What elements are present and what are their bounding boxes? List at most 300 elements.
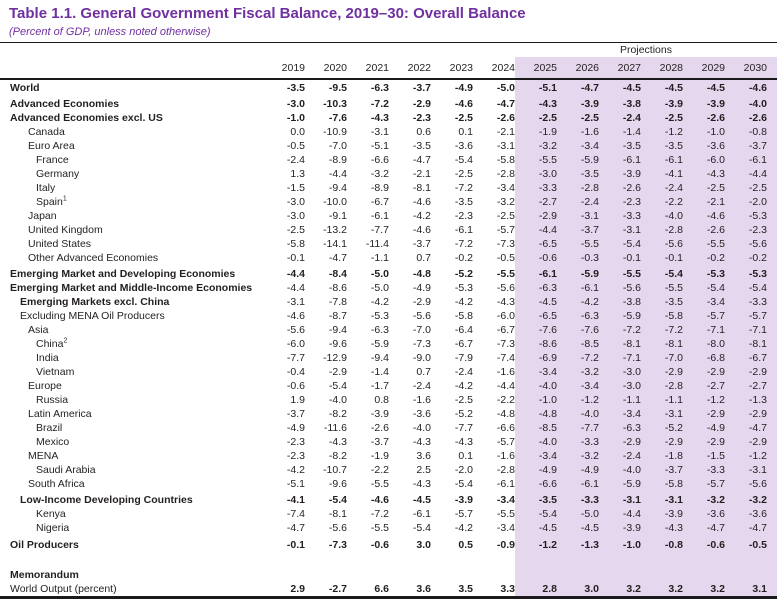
value-cell: -2.5 xyxy=(748,182,767,194)
row-label: World xyxy=(10,82,40,94)
row-label: South Africa xyxy=(28,478,85,490)
table-row xyxy=(10,281,767,295)
value-cell: -8.1 xyxy=(328,508,347,520)
value-cell: -6.1 xyxy=(454,224,473,236)
value-cell: -8.5 xyxy=(538,422,557,434)
value-cell: -1.6 xyxy=(412,394,431,406)
value-cell: -5.8 xyxy=(664,310,683,322)
value-cell: -4.6 xyxy=(706,210,725,222)
value-cell: -7.3 xyxy=(412,338,431,350)
value-cell: -4.2 xyxy=(454,522,473,534)
table-row xyxy=(10,582,767,596)
value-cell: -2.9 xyxy=(664,436,683,448)
value-cell: -10.3 xyxy=(323,98,347,110)
value-cell: -5.4 xyxy=(748,282,767,294)
value-cell: -2.8 xyxy=(496,464,515,476)
value-cell: -5.7 xyxy=(706,478,725,490)
value-cell: -3.1 xyxy=(496,140,515,152)
value-cell: -2.9 xyxy=(538,210,557,222)
row-label: France xyxy=(36,154,69,166)
value-cell: -3.5 xyxy=(622,140,641,152)
value-cell: -3.1 xyxy=(664,494,683,506)
value-cell: -5.8 xyxy=(286,238,305,250)
value-cell: -2.3 xyxy=(286,436,305,448)
value-cell: -2.6 xyxy=(706,112,725,124)
value-cell: -6.1 xyxy=(664,154,683,166)
value-cell: -2.8 xyxy=(664,224,683,236)
value-cell: -5.5 xyxy=(622,268,641,280)
value-cell: -3.7 xyxy=(748,140,767,152)
value-cell: -3.9 xyxy=(664,508,683,520)
value-cell: -5.0 xyxy=(370,268,389,280)
value-cell: -4.0 xyxy=(580,408,599,420)
value-cell xyxy=(515,568,557,582)
value-cell: -2.5 xyxy=(454,168,473,180)
value-cell: -3.6 xyxy=(454,140,473,152)
value-cell: -5.4 xyxy=(328,494,347,506)
value-cell: -6.6 xyxy=(370,154,389,166)
table-row xyxy=(10,435,767,449)
value-cell: -7.8 xyxy=(328,296,347,308)
value-cell: -6.1 xyxy=(580,478,599,490)
value-cell: -0.2 xyxy=(748,252,767,264)
value-cell xyxy=(347,568,389,582)
value-cell: -8.9 xyxy=(328,154,347,166)
value-cell: -2.1 xyxy=(496,126,515,138)
year-header: 2022 xyxy=(407,62,431,74)
value-cell: -4.7 xyxy=(496,98,515,110)
value-cell: -1.0 xyxy=(706,126,725,138)
value-cell: 3.3 xyxy=(500,583,515,595)
value-cell: -0.8 xyxy=(664,539,683,551)
value-cell: -6.0 xyxy=(286,338,305,350)
value-cell: -7.2 xyxy=(664,324,683,336)
value-cell: -1.3 xyxy=(748,394,767,406)
value-cell: -3.9 xyxy=(622,522,641,534)
value-cell: -3.8 xyxy=(622,296,641,308)
year-header-row xyxy=(10,60,767,77)
value-cell: -5.5 xyxy=(370,522,389,534)
value-cell: -2.4 xyxy=(412,380,431,392)
value-cell: -4.0 xyxy=(622,464,641,476)
value-cell: -7.1 xyxy=(748,324,767,336)
value-cell: -2.5 xyxy=(286,224,305,236)
value-cell: -3.0 xyxy=(286,98,305,110)
value-cell: -3.0 xyxy=(622,380,641,392)
divider-bottom xyxy=(0,596,777,599)
value-cell: -5.6 xyxy=(622,282,641,294)
value-cell: -3.3 xyxy=(580,436,599,448)
value-cell: -3.5 xyxy=(454,196,473,208)
value-cell: -2.5 xyxy=(706,182,725,194)
value-cell: -12.9 xyxy=(323,352,347,364)
value-cell: -4.9 xyxy=(454,82,473,94)
value-cell: -1.9 xyxy=(370,450,389,462)
value-cell: -2.5 xyxy=(496,210,515,222)
value-cell: -3.9 xyxy=(454,494,473,506)
row-label: Canada xyxy=(28,126,65,138)
row-label: Russia xyxy=(36,394,69,406)
value-cell: -4.3 xyxy=(538,98,557,110)
value-cell: -5.3 xyxy=(706,268,725,280)
value-cell: -3.1 xyxy=(664,408,683,420)
value-cell xyxy=(263,568,305,582)
value-cell: -4.2 xyxy=(370,296,389,308)
value-cell: -5.6 xyxy=(286,324,305,336)
value-cell: -6.1 xyxy=(580,282,599,294)
value-cell: -3.4 xyxy=(580,380,599,392)
value-cell: -5.5 xyxy=(496,508,515,520)
value-cell: -3.3 xyxy=(538,182,557,194)
value-cell: -4.6 xyxy=(286,310,305,322)
value-cell: -1.0 xyxy=(286,112,305,124)
value-cell: -6.0 xyxy=(496,310,515,322)
value-cell: 0.1 xyxy=(458,450,473,462)
value-cell: -5.7 xyxy=(496,436,515,448)
value-cell: -7.1 xyxy=(622,352,641,364)
value-cell: -0.6 xyxy=(286,380,305,392)
value-cell: -2.8 xyxy=(496,168,515,180)
value-cell: 0.8 xyxy=(374,394,389,406)
value-cell: -7.9 xyxy=(454,352,473,364)
row-label: Brazil xyxy=(36,422,63,434)
value-cell: -2.6 xyxy=(370,422,389,434)
value-cell: 0.0 xyxy=(290,126,305,138)
value-cell: -1.7 xyxy=(370,380,389,392)
value-cell: -4.9 xyxy=(286,422,305,434)
value-cell: -3.7 xyxy=(370,436,389,448)
value-cell: -0.8 xyxy=(748,126,767,138)
value-cell: -2.9 xyxy=(328,366,347,378)
row-label: MENA xyxy=(28,450,59,462)
value-cell: -3.0 xyxy=(622,366,641,378)
value-cell: -5.7 xyxy=(496,224,515,236)
divider-header xyxy=(0,78,777,80)
value-cell: -3.1 xyxy=(622,494,641,506)
value-cell: -11.6 xyxy=(323,422,347,434)
table-row xyxy=(10,309,767,323)
value-cell: -0.6 xyxy=(706,539,725,551)
value-cell: -4.7 xyxy=(748,422,767,434)
value-cell: -3.1 xyxy=(370,126,389,138)
value-cell: -1.6 xyxy=(496,450,515,462)
table-row xyxy=(10,111,767,125)
table-body xyxy=(10,81,767,596)
value-cell: -4.0 xyxy=(328,394,347,406)
value-cell: -2.4 xyxy=(622,112,641,124)
value-cell: -0.5 xyxy=(286,140,305,152)
value-cell: -5.6 xyxy=(412,310,431,322)
value-cell: -2.9 xyxy=(412,98,431,110)
value-cell: -9.4 xyxy=(328,182,347,194)
value-cell: -6.6 xyxy=(538,478,557,490)
value-cell: -2.6 xyxy=(496,112,515,124)
value-cell: -4.5 xyxy=(412,494,431,506)
value-cell: -5.6 xyxy=(664,238,683,250)
footnote-marker: 2 xyxy=(63,337,68,345)
value-cell: -3.7 xyxy=(412,82,431,94)
value-cell: -5.1 xyxy=(286,478,305,490)
value-cell: -0.6 xyxy=(370,539,389,551)
row-label: China$^2$ xyxy=(36,337,68,350)
value-cell: -1.2 xyxy=(748,450,767,462)
value-cell: -4.7 xyxy=(748,522,767,534)
value-cell: -8.9 xyxy=(370,182,389,194)
value-cell: -2.5 xyxy=(538,112,557,124)
value-cell: -5.9 xyxy=(580,154,599,166)
value-cell: -3.9 xyxy=(706,98,725,110)
value-cell: -5.6 xyxy=(328,522,347,534)
value-cell: -5.3 xyxy=(748,268,767,280)
value-cell: -2.5 xyxy=(580,112,599,124)
value-cell: -7.3 xyxy=(328,539,347,551)
table-row xyxy=(10,153,767,167)
value-cell: -4.7 xyxy=(706,522,725,534)
value-cell: -2.1 xyxy=(706,196,725,208)
row-label: Spain$^1$ xyxy=(36,195,67,208)
table-row xyxy=(10,323,767,337)
value-cell xyxy=(305,568,347,582)
value-cell: -5.4 xyxy=(412,522,431,534)
value-cell: -2.4 xyxy=(580,196,599,208)
table-row xyxy=(10,167,767,181)
page-subtitle: (Percent of GDP, unless noted otherwise) xyxy=(9,26,211,38)
year-header: 2027 xyxy=(617,62,641,74)
value-cell: -10.0 xyxy=(323,196,347,208)
value-cell: -4.8 xyxy=(496,408,515,420)
value-cell: -7.3 xyxy=(496,238,515,250)
value-cell: -3.2 xyxy=(496,196,515,208)
value-cell: -7.7 xyxy=(580,422,599,434)
value-cell: -2.7 xyxy=(538,196,557,208)
row-label: World Output (percent) xyxy=(10,583,117,595)
value-cell: -3.6 xyxy=(412,408,431,420)
value-cell: -5.2 xyxy=(664,422,683,434)
value-cell: -8.7 xyxy=(328,310,347,322)
value-cell: -5.0 xyxy=(370,282,389,294)
value-cell: -2.0 xyxy=(748,196,767,208)
table-row xyxy=(10,337,767,351)
value-cell: -4.3 xyxy=(454,436,473,448)
value-cell: -3.5 xyxy=(580,168,599,180)
value-cell: -3.4 xyxy=(496,182,515,194)
value-cell: -5.4 xyxy=(706,282,725,294)
value-cell: -5.2 xyxy=(454,268,473,280)
value-cell: -4.5 xyxy=(538,522,557,534)
value-cell: -3.3 xyxy=(580,494,599,506)
value-cell: -3.0 xyxy=(538,168,557,180)
value-cell: -3.5 xyxy=(664,296,683,308)
row-label: Saudi Arabia xyxy=(36,464,96,476)
value-cell: -1.8 xyxy=(664,450,683,462)
value-cell: -2.5 xyxy=(454,394,473,406)
value-cell: -7.0 xyxy=(328,140,347,152)
value-cell: 3.6 xyxy=(416,583,431,595)
value-cell: -5.5 xyxy=(538,154,557,166)
value-cell: -3.6 xyxy=(706,508,725,520)
value-cell xyxy=(389,568,431,582)
value-cell: -5.5 xyxy=(496,268,515,280)
value-cell: -4.9 xyxy=(706,422,725,434)
value-cell: -2.6 xyxy=(622,182,641,194)
value-cell: -4.4 xyxy=(538,224,557,236)
value-cell: -7.2 xyxy=(622,324,641,336)
value-cell: 0.7 xyxy=(416,252,431,264)
value-cell: -4.2 xyxy=(412,210,431,222)
divider-top xyxy=(0,42,777,43)
value-cell: -6.7 xyxy=(454,338,473,350)
value-cell: -2.9 xyxy=(748,408,767,420)
value-cell: -0.2 xyxy=(706,252,725,264)
table-row xyxy=(10,379,767,393)
value-cell: -4.0 xyxy=(664,210,683,222)
value-cell: -8.6 xyxy=(538,338,557,350)
value-cell: -7.3 xyxy=(496,338,515,350)
table-row xyxy=(10,407,767,421)
value-cell xyxy=(641,568,683,582)
value-cell: -4.4 xyxy=(286,268,305,280)
value-cell: -4.9 xyxy=(412,282,431,294)
value-cell: -3.5 xyxy=(538,494,557,506)
value-cell: -3.7 xyxy=(664,464,683,476)
value-cell: -1.5 xyxy=(706,450,725,462)
value-cell: -5.3 xyxy=(454,282,473,294)
value-cell: -5.5 xyxy=(370,478,389,490)
table-row xyxy=(10,223,767,237)
value-cell: -5.1 xyxy=(370,140,389,152)
value-cell: -1.1 xyxy=(622,394,641,406)
year-header: 2028 xyxy=(659,62,683,74)
value-cell: -3.4 xyxy=(580,140,599,152)
value-cell xyxy=(725,568,767,582)
value-cell: -3.4 xyxy=(496,494,515,506)
value-cell: -3.0 xyxy=(286,196,305,208)
value-cell: -7.4 xyxy=(286,508,305,520)
value-cell: -4.2 xyxy=(286,464,305,476)
value-cell: -0.1 xyxy=(664,252,683,264)
value-cell: -2.4 xyxy=(286,154,305,166)
value-cell: -6.1 xyxy=(412,508,431,520)
value-cell: -2.1 xyxy=(412,168,431,180)
table-row xyxy=(10,421,767,435)
value-cell: -1.5 xyxy=(286,182,305,194)
table-row xyxy=(10,181,767,195)
value-cell: -3.2 xyxy=(538,140,557,152)
value-cell: -4.3 xyxy=(496,296,515,308)
value-cell: -1.0 xyxy=(538,394,557,406)
value-cell: -6.4 xyxy=(454,324,473,336)
value-cell: -2.3 xyxy=(622,196,641,208)
value-cell: -3.8 xyxy=(622,98,641,110)
value-cell: -4.3 xyxy=(664,522,683,534)
value-cell: -5.0 xyxy=(496,82,515,94)
value-cell: -2.7 xyxy=(706,380,725,392)
value-cell: -2.3 xyxy=(412,112,431,124)
row-label: Europe xyxy=(28,380,62,392)
value-cell: -8.5 xyxy=(580,338,599,350)
year-header: 2021 xyxy=(365,62,389,74)
value-cell: -2.6 xyxy=(748,112,767,124)
value-cell: -7.2 xyxy=(370,98,389,110)
value-cell: -4.6 xyxy=(412,224,431,236)
value-cell xyxy=(599,568,641,582)
value-cell: -4.9 xyxy=(538,464,557,476)
table-row xyxy=(10,477,767,491)
value-cell: -3.2 xyxy=(580,450,599,462)
value-cell: -2.2 xyxy=(370,464,389,476)
year-header: 2030 xyxy=(743,62,767,74)
row-label: Italy xyxy=(36,182,56,194)
value-cell: -8.1 xyxy=(412,182,431,194)
value-cell: -5.3 xyxy=(748,210,767,222)
value-cell: 2.5 xyxy=(416,464,431,476)
value-cell: -3.4 xyxy=(706,296,725,308)
value-cell: -2.4 xyxy=(622,450,641,462)
value-cell: -6.7 xyxy=(748,352,767,364)
value-cell: -4.0 xyxy=(538,436,557,448)
value-cell: -5.4 xyxy=(622,238,641,250)
row-label: Germany xyxy=(36,168,80,180)
row-label: United Kingdom xyxy=(28,224,103,236)
value-cell: -9.1 xyxy=(328,210,347,222)
value-cell: -3.2 xyxy=(706,494,725,506)
table-row xyxy=(10,393,767,407)
value-cell: -1.6 xyxy=(580,126,599,138)
value-cell: -8.6 xyxy=(328,282,347,294)
value-cell: 0.7 xyxy=(416,366,431,378)
value-cell: -3.3 xyxy=(706,464,725,476)
table-row xyxy=(10,209,767,223)
value-cell: -5.6 xyxy=(748,478,767,490)
value-cell: -4.9 xyxy=(580,464,599,476)
value-cell: -7.7 xyxy=(370,224,389,236)
value-cell: -6.1 xyxy=(622,154,641,166)
value-cell: -2.9 xyxy=(748,366,767,378)
value-cell: -4.7 xyxy=(412,154,431,166)
value-cell: -0.2 xyxy=(454,252,473,264)
value-cell: -4.0 xyxy=(412,422,431,434)
row-label: Kenya xyxy=(36,508,66,520)
value-cell: -4.2 xyxy=(454,380,473,392)
value-cell: -5.8 xyxy=(454,310,473,322)
value-cell: -0.4 xyxy=(286,366,305,378)
value-cell: -8.1 xyxy=(748,338,767,350)
table-row xyxy=(10,295,767,309)
value-cell: -7.7 xyxy=(286,352,305,364)
value-cell: -3.2 xyxy=(748,494,767,506)
value-cell: 3.6 xyxy=(416,450,431,462)
value-cell: -5.4 xyxy=(328,380,347,392)
row-label: Emerging Market and Middle-Income Economies xyxy=(10,282,253,294)
value-cell: -1.4 xyxy=(370,366,389,378)
value-cell xyxy=(557,568,599,582)
value-cell: -4.4 xyxy=(748,168,767,180)
year-header: 2029 xyxy=(701,62,725,74)
value-cell xyxy=(473,568,515,582)
value-cell: -3.6 xyxy=(748,508,767,520)
value-cell: -7.1 xyxy=(706,324,725,336)
table-row xyxy=(10,493,767,507)
value-cell: -5.9 xyxy=(622,310,641,322)
value-cell: -14.1 xyxy=(323,238,347,250)
value-cell: -4.8 xyxy=(538,408,557,420)
value-cell: 0.5 xyxy=(458,539,473,551)
value-cell: -2.8 xyxy=(664,380,683,392)
value-cell: -3.1 xyxy=(580,210,599,222)
value-cell: -3.9 xyxy=(370,408,389,420)
value-cell: -1.6 xyxy=(496,366,515,378)
row-label: Advanced Economies excl. US xyxy=(10,112,163,124)
